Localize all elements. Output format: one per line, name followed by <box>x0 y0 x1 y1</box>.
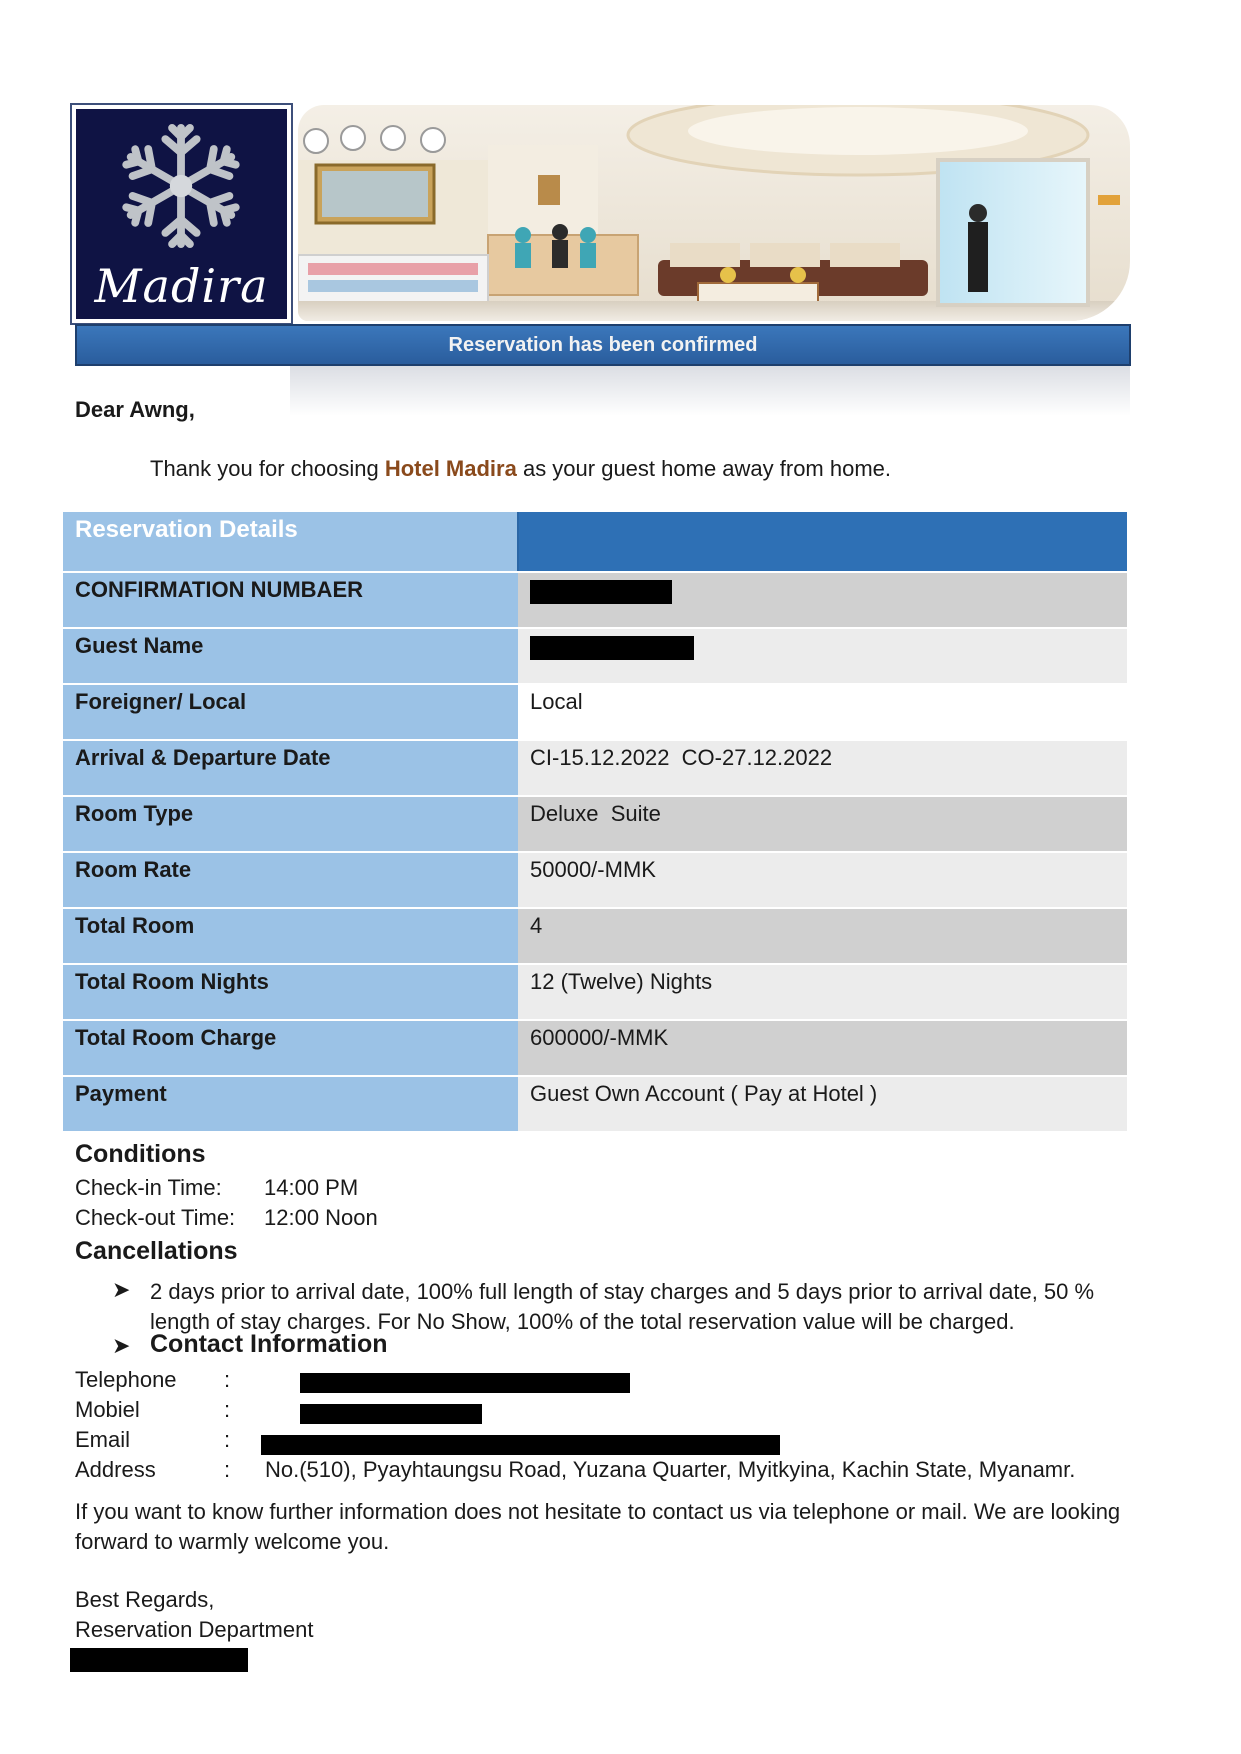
row-value: Deluxe Suite <box>518 796 1127 852</box>
row-label: Total Room <box>63 908 518 964</box>
conditions-heading: Conditions <box>75 1140 206 1168</box>
redacted-telephone <box>300 1373 630 1393</box>
reservation-details-table <box>63 512 1127 1133</box>
redacted-signature <box>70 1648 248 1672</box>
email-colon: : <box>224 1427 231 1452</box>
lobby-illustration <box>298 105 1130 321</box>
row-label: Payment <box>63 1076 518 1132</box>
redacted-email <box>261 1435 780 1455</box>
checkin-label: Check-in Time: <box>75 1175 222 1200</box>
telephone-colon: : <box>224 1367 231 1392</box>
row-value: 12 (Twelve) Nights <box>518 964 1127 1020</box>
table-header-blank <box>518 512 1127 572</box>
table-row <box>63 964 1127 1020</box>
row-label: Total Room Charge <box>63 1020 518 1076</box>
intro-sentence <box>150 456 891 482</box>
email-label: Email <box>75 1427 131 1452</box>
row-value: 50000/-MMK <box>518 852 1127 908</box>
confirmation-number-value <box>518 572 1127 628</box>
contact-heading: Contact Information <box>150 1330 388 1358</box>
checkout-label: Check-out Time: <box>75 1205 236 1230</box>
intro-before: Thank you for choosing <box>150 456 385 481</box>
redacted-block <box>530 636 694 660</box>
mobile-label: Mobiel <box>75 1397 140 1422</box>
table-row <box>63 1020 1127 1076</box>
address-value: No.(510), Pyayhtaungsu Road, Yuzana Quarter, Myitkyina, Kachin State, Myanamr. <box>265 1457 1076 1482</box>
row-value: 600000/-MMK <box>518 1020 1127 1076</box>
intro-after: as your guest home away from home. <box>516 456 892 481</box>
checkin-value: 14:00 PM <box>264 1175 359 1200</box>
snowflake-icon <box>114 119 248 253</box>
guest-name-value <box>518 628 1127 684</box>
banner-text: Reservation has been confirmed <box>448 334 758 356</box>
hotel-name: Hotel Madira <box>384 456 517 481</box>
table-title: Reservation Details <box>63 512 518 572</box>
row-value: Local <box>518 684 1127 740</box>
confirmation-banner <box>75 324 1131 366</box>
hotel-logo <box>70 103 293 325</box>
table-row <box>63 796 1127 852</box>
table-row <box>63 908 1127 964</box>
telephone-label: Telephone <box>75 1367 177 1392</box>
row-value: Guest Own Account ( Pay at Hotel ) <box>518 1076 1127 1132</box>
table-row <box>63 684 1127 740</box>
row-label: Arrival & Departure Date <box>63 740 518 796</box>
table-row <box>63 1076 1127 1132</box>
table-row <box>63 628 1127 684</box>
redacted-mobile <box>300 1404 482 1424</box>
cancellations-heading: Cancellations <box>75 1237 238 1265</box>
row-label: Room Rate <box>63 852 518 908</box>
regards-line: Best Regards, <box>75 1587 215 1612</box>
department-line: Reservation Department <box>75 1617 314 1642</box>
arrow-bullet-icon: ➤ <box>112 1333 131 1358</box>
table-row <box>63 740 1127 796</box>
hotel-lobby-photo <box>298 105 1130 321</box>
row-value: CI-15.12.2022 CO-27.12.2022 <box>518 740 1127 796</box>
closing-paragraph: If you want to know further information does not hesitate to contact us via telephone or mail. We are looking forward to warmly welcome you. <box>75 1499 1121 1554</box>
row-value: 4 <box>518 908 1127 964</box>
table-row <box>63 572 1127 628</box>
row-label: Guest Name <box>63 628 518 684</box>
checkout-value: 12:00 Noon <box>264 1205 378 1230</box>
logo-background <box>76 109 287 319</box>
row-label: Room Type <box>63 796 518 852</box>
address-label: Address <box>75 1457 156 1482</box>
table-row <box>63 852 1127 908</box>
address-colon: : <box>224 1457 231 1482</box>
redacted-block <box>530 580 672 604</box>
row-label: Foreigner/ Local <box>63 684 518 740</box>
logo-wordmark: Madira <box>94 259 269 313</box>
cancellation-policy-text: 2 days prior to arrival date, 100% full length of stay charges and 5 days prior to arrival date, 50 % length of stay charges. For No Show, 100% of the total reservation value will be charged. <box>150 1279 1095 1334</box>
arrow-bullet-icon: ➤ <box>112 1277 131 1302</box>
table-header-row <box>63 512 1127 572</box>
greeting: Dear Awng, <box>75 397 195 422</box>
row-label: CONFIRMATION NUMBAER <box>63 572 518 628</box>
row-label: Total Room Nights <box>63 964 518 1020</box>
photo-reflection <box>290 366 1130 416</box>
mobile-colon: : <box>224 1397 231 1422</box>
